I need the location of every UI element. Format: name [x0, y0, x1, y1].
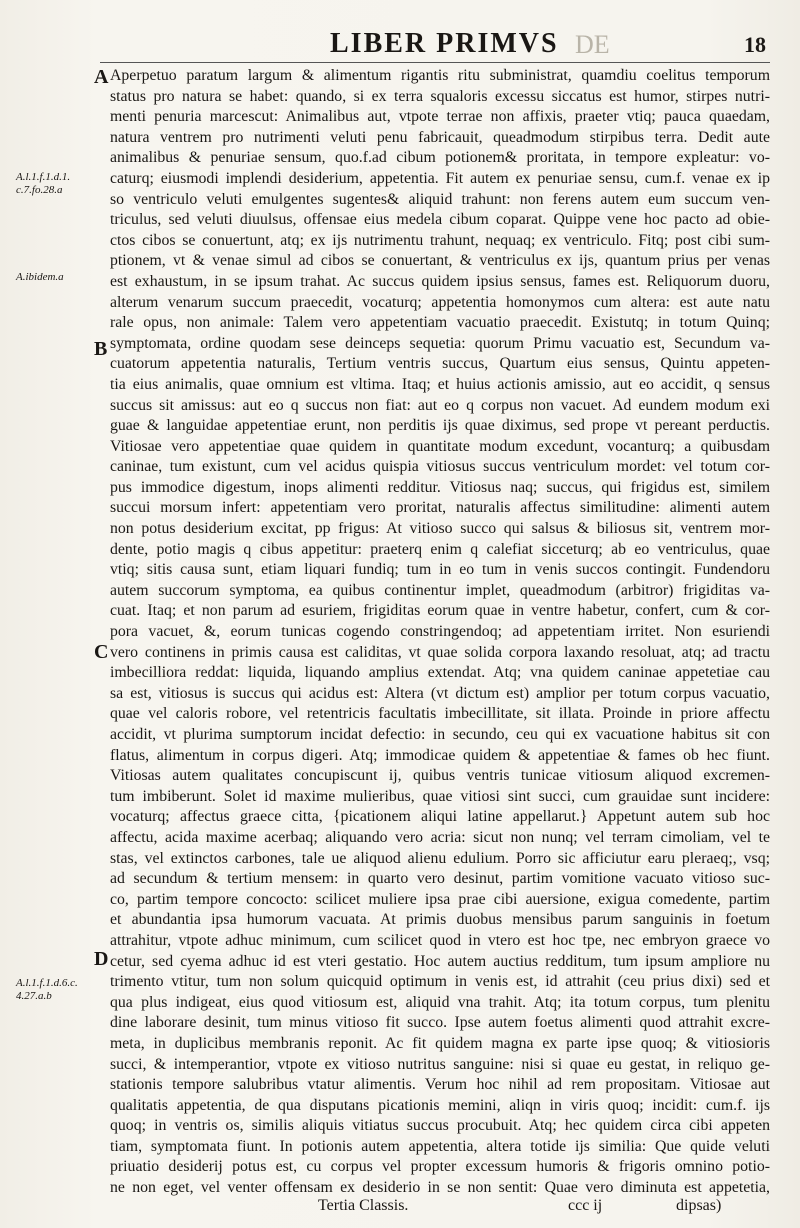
text-line: pora vacuet, &, eorum tunicas cogendo constringendoq; ad appetentiam irritet. Non esuriendi	[110, 623, 770, 641]
text-line: ad secundum & tertium mensem: in quarto vero desinut, partim vomitione vacuato vitioso suc-	[110, 870, 770, 888]
text-line: caninae, tum existunt, cum vel acidus quispia vitiosus succus ventriculum mordet: vel totum cor-	[110, 458, 770, 476]
text-line: accidit, vt plurima sumptorum incidat defectio: in secundo, ceu qui ex vacuatione habitus sit con	[110, 726, 770, 743]
text-line: ptionem, vt & venae simul ad cibos se conuertant, & ventriculus ex ijs, quantum prius per venas	[110, 252, 770, 270]
text-line: ne non eget, vel venter offensam ex desiderio in se non sentit: Quae vero diminuta est appetetia,	[110, 1179, 770, 1196]
text-line: affectu, acida maxime acerbaq; aliquando vero acria: sicut non nunq; vel terram cimoliam, vel te	[110, 828, 770, 846]
text-line: qualitatis appetentia, de qua disputans picationis memini, aliqn in viris quoq; incidit: cum.f. ijs	[110, 1096, 770, 1114]
bleed-through-text: DE	[575, 30, 610, 59]
text-line: stas, vel extinctos carbones, tale ue aliquod alienu edulium. Porro sic afficiutur earu pleraeq;, vsq;	[110, 849, 770, 867]
running-title: LIBER PRIMVS	[330, 28, 559, 59]
text-line: ctos cibos se conuertunt, atq; ex ijs nutrimentu trahunt, nequaq; ex ventriculo. Fitq; post cibi sum-	[110, 231, 770, 249]
text-line: imbecilliora reddat: liquida, liquando amplius extendat. Atq; vna quidem caninae appetetiae cau	[110, 664, 770, 682]
text-line: alterum venarum succum praecedit, vocaturq; appetentia homonymos cum altera: est aute natu	[110, 293, 770, 311]
text-line: succus sit amissus: aut eo q succus non fiat: aut eo q corpus non vacuet. Ad eundem modum exi	[110, 396, 770, 414]
text-line: qua plus indigeat, eius quod vitiosum est, aliquid vna trahit. Atq; ita totum corpus, tum plenitu	[110, 993, 770, 1011]
text-line: vocaturq; affectus graece citta, {picationem aliqui latine appellarut.} Appetunt autem sub hoc	[110, 808, 770, 826]
text-line: Vitiosas autem qualitates concupiscunt ij, quibus ventris tunicae vitiosum aliquod excremen-	[110, 767, 770, 785]
margin-note-2: A.ibidem.a	[16, 271, 64, 283]
text-line: sa est, vitiosus is succus qui acidus est: Altera (vt dictum est) amplior per totum corpus vacuatio,	[110, 684, 770, 702]
text-line: menti penuria marcescut: Animalibus aut, vtpote terrae non affixis, praeter vtiq; pauca quaedam,	[110, 108, 770, 126]
text-line: cuat. Itaq; et non parum ad esuriem, frigiditas eorum quae in ventre habetur, confert, cum & cor-	[110, 602, 770, 620]
text-line: cuatorum appetentia naturalis, Tertium ventris succus, Quartum eius sensus, Quintu appeten-	[110, 355, 770, 373]
text-line: guae & languidae appetentiae erunt, non perditis ijs quae diximus, sed prope vt pereant perductis.	[110, 417, 770, 435]
text-line: tiam, symptomata fiunt. In potionis autem appetentia, altera totide ijs similia: Que quide veluti	[110, 1137, 770, 1155]
text-line: quae vel caloris robore, vel retentricis facultatis imbecillitate, sit illata. Proinde in priore affectu	[110, 705, 770, 723]
header-rule	[100, 62, 770, 63]
quire-mark: ccc ij	[568, 1197, 603, 1214]
page-footer	[0, 1195, 800, 1221]
text-line: natura ventrem pro nutrimenti veluti penu fabricauit, queadmodum stirpibus terra. Dedit aute	[110, 128, 770, 146]
section-letter-a: A	[94, 66, 109, 88]
text-line: pus immodice digestum, inops alimenti redditur. Vitiosus naq; succus, qui frigidus est, similem	[110, 478, 770, 496]
text-line: est exhaustum, in se ipsum trahat. Ac succus quidem ipsius sensus, fames est. Reliquorum duoru,	[110, 272, 770, 290]
text-line: succi, & intemperantior, vtpote ex vitioso nutritus sanguine: nisi si quae eu gestat, in reliquo ge-	[110, 1055, 770, 1073]
margin-note-3: A.l.1.f.1.d.6.c. 4.27.a.b	[16, 977, 78, 1002]
text-line: so ventriculo veluti emulgentes sugentes& aliquid trahunt: non ferens autem eum succum ven-	[110, 190, 770, 208]
text-line: priuatio desiderij potus est, cu corpus vel propter excessum humoris & frigoris omnino potio-	[110, 1158, 770, 1176]
text-line: tum imbiberunt. Solet id maxime mulieribus, quae vitiosi sint succi, cum grauidae sunt incidere:	[110, 787, 770, 805]
text-line: triculus, sed veluti diuulsus, offensae eius medela cibum coparat. Quippe vene hoc pacto ad obie-	[110, 211, 770, 229]
text-line: et abundantia ipsa humorum vacuata. At primis duobus mensibus parum sanguinis in foetum	[110, 911, 770, 929]
text-line: cetur, sed cyema adhuc id est vteri gestatio. Hoc autem auctius redditum, tum ipsum ampliore nu	[110, 952, 770, 970]
text-line: status pro natura se habet: quando, si ex terra squaloris excessu siccatus est humor, stirpes nutri-	[110, 87, 770, 105]
signature-mark: Tertia Classis.	[318, 1197, 409, 1214]
body-text	[110, 66, 770, 1196]
margin-note-1: A.l.1.f.1.d.1. c.7.fo.28.a	[16, 171, 71, 196]
text-line: co, partim tempore concocto: scilicet muliere ipsa prae cibi auersione, exigua comedente, partim	[110, 890, 770, 908]
text-line: symptomata, ordine quodam sese deinceps sequetia: quorum Primu vacuatio est, Secundum va-	[110, 334, 770, 352]
section-letter-d: D	[94, 948, 109, 970]
catchword: dipsas)	[676, 1197, 722, 1214]
section-letter-b: B	[94, 338, 108, 360]
text-line: succui morsum infert: appetentiam vero proritat, naturalis affectus similitudine: alimenti autem	[110, 499, 770, 517]
text-line: dine laborare desinit, tum minus vitioso fit succo. Ipse autem foetus alimenti quod attrahit excre-	[110, 1014, 770, 1032]
text-line: trimento vtitur, tum non solum quicquid optimum in venis est, id attrahit (ceu prius dixi) sed et	[110, 973, 770, 991]
text-line: autem succorum symptoma, ea quibus continentur implet, queadmodum (arbitror) frigiditas va-	[110, 581, 770, 599]
text-line: attrahitur, vtpote adhuc minimum, cum scilicet quod in vtero est hoc tpe, nec embryon graece vo	[110, 931, 770, 949]
text-line: tia eius animalis, quae omnium est vltima. Itaq; et huius actionis amissio, aut eo accidit, q sensus	[110, 375, 770, 393]
page-header	[0, 28, 800, 64]
text-line: vero continens in primis causa est caliditas, vt quae solida corpora laxando resoluat, atq; ad tractu	[110, 643, 770, 661]
text-line: Aperpetuo paratum largum & alimentum rigantis ritu subministrat, quamdiu coelitus temporum	[110, 67, 770, 84]
text-line: meta, in duplicibus membranis reponit. Ac fit quidem magna ex parte ipse quoq; & vitiosioris	[110, 1034, 770, 1052]
section-letter-c: C	[94, 641, 109, 663]
text-line: non potus desiderium excitat, pp frigus: At vitioso succo qui salsus & biliosus sit, ventrem mor-	[110, 520, 770, 538]
text-line: stationis tempore salubribus vtatur alimentis. Verum hoc nihil ad rem propositam. Vitiosae aut	[110, 1076, 770, 1094]
text-line: caturq; eiusmodi implendi desiderium, appetentia. Fit autem ex penuriae sensu, cum.f. venae ex ip	[110, 169, 770, 187]
page-number: 18	[744, 32, 766, 57]
text-line: vtiq; sitis causa sunt, etiam liquari fundiq; tum in eo tum in venis succos contingit. Fundendoru	[110, 561, 770, 579]
text-line: rale opus, non animale: Talem vero appetentiam vacuatio praecedit. Existutq; in totum Quinq;	[110, 314, 770, 332]
text-line: flatus, alimentum in corpus digeri. Atq; immodicae quidem & appetentiae & fames ob hec fiunt.	[110, 746, 770, 764]
text-line: Vitiosae vero appetentiae quae quidem in quantitate modum excedunt, vocanturq; a quibusdam	[110, 437, 770, 455]
text-line: dente, potio magis q cibus appetitur: praeterq enim q calefiat sicceturq; ab eo ventriculus, quae	[110, 540, 770, 558]
text-line: animalibus & penuriae sensum, quo.f.ad cibum potionem& proritata, in tempore expleatur: vo-	[110, 149, 770, 167]
text-line: quoq; in ventris os, similis aliquis vitiatus succus procubuit. Atq; hec quidem circa cibi appeten	[110, 1117, 770, 1135]
